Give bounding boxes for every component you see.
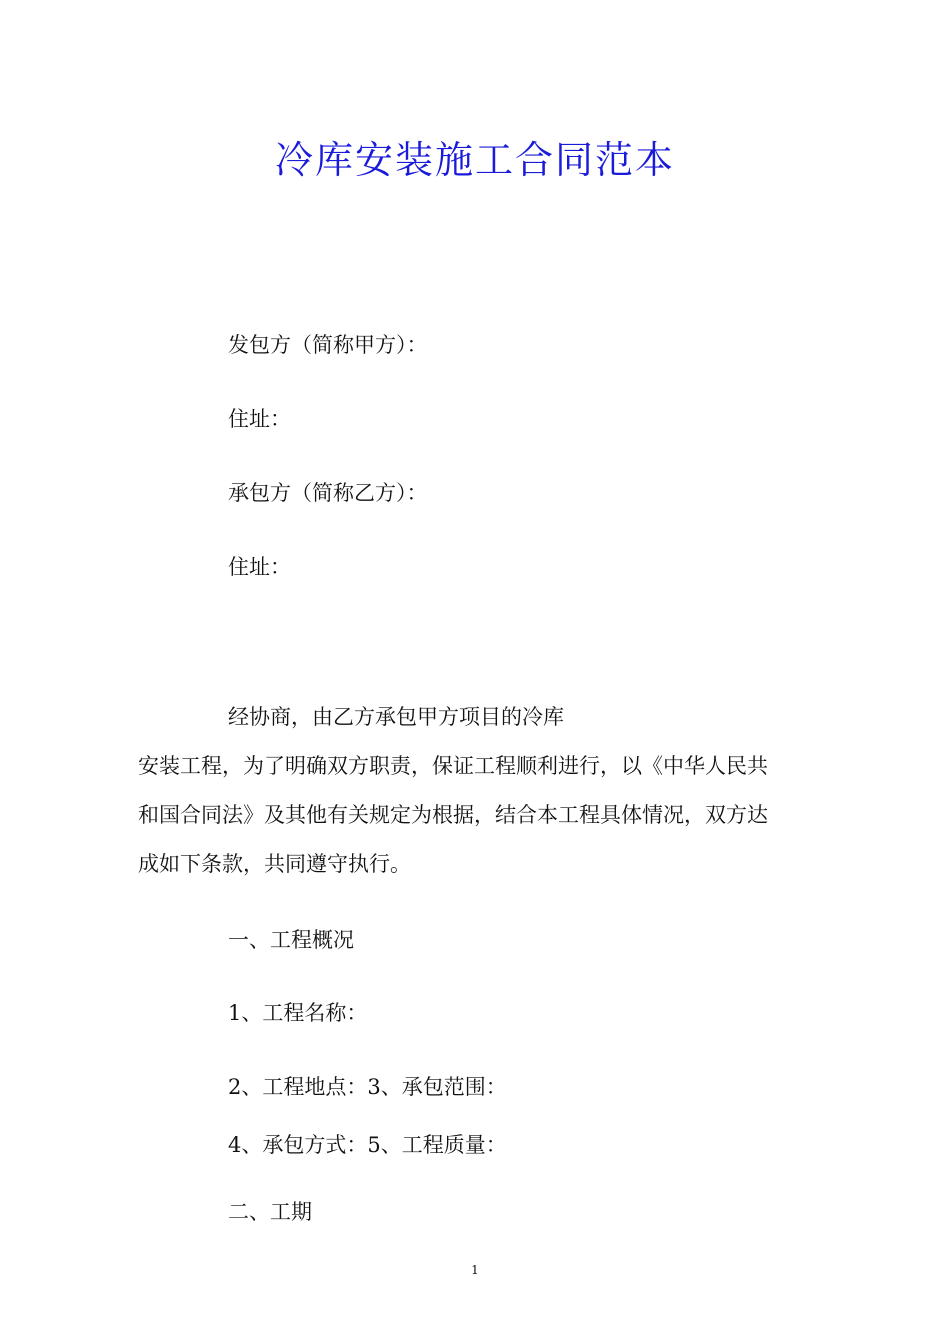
intro-line-4: 成如下条款，共同遵守执行。 <box>138 852 411 876</box>
item-4-5: 4、承包方式：5、工程质量： <box>228 1133 507 1157</box>
party-a-label: 发包方（简称甲方）： <box>228 333 428 357</box>
party-b-address-label: 住址： <box>228 555 291 579</box>
section-2-heading: 二、工期 <box>228 1200 312 1224</box>
page-number: 1 <box>471 1263 479 1277</box>
intro-line-2: 安装工程，为了明确双方职责，保证工程顺利进行，以《中华人民共 <box>138 754 768 778</box>
party-a-address-label: 住址： <box>228 407 291 431</box>
intro-line-1: 经协商，由乙方承包甲方项目的冷库 <box>228 705 564 729</box>
item-2-3: 2、工程地点：3、承包范围： <box>228 1075 507 1099</box>
item-1: 1、工程名称： <box>228 1001 368 1025</box>
section-1-heading: 一、工程概况 <box>228 928 354 952</box>
party-b-label: 承包方（简称乙方）： <box>228 481 428 505</box>
document-title: 冷库安装施工合同范本 <box>274 138 675 182</box>
intro-line-3: 和国合同法》及其他有关规定为根据，结合本工程具体情况，双方达 <box>138 803 768 827</box>
